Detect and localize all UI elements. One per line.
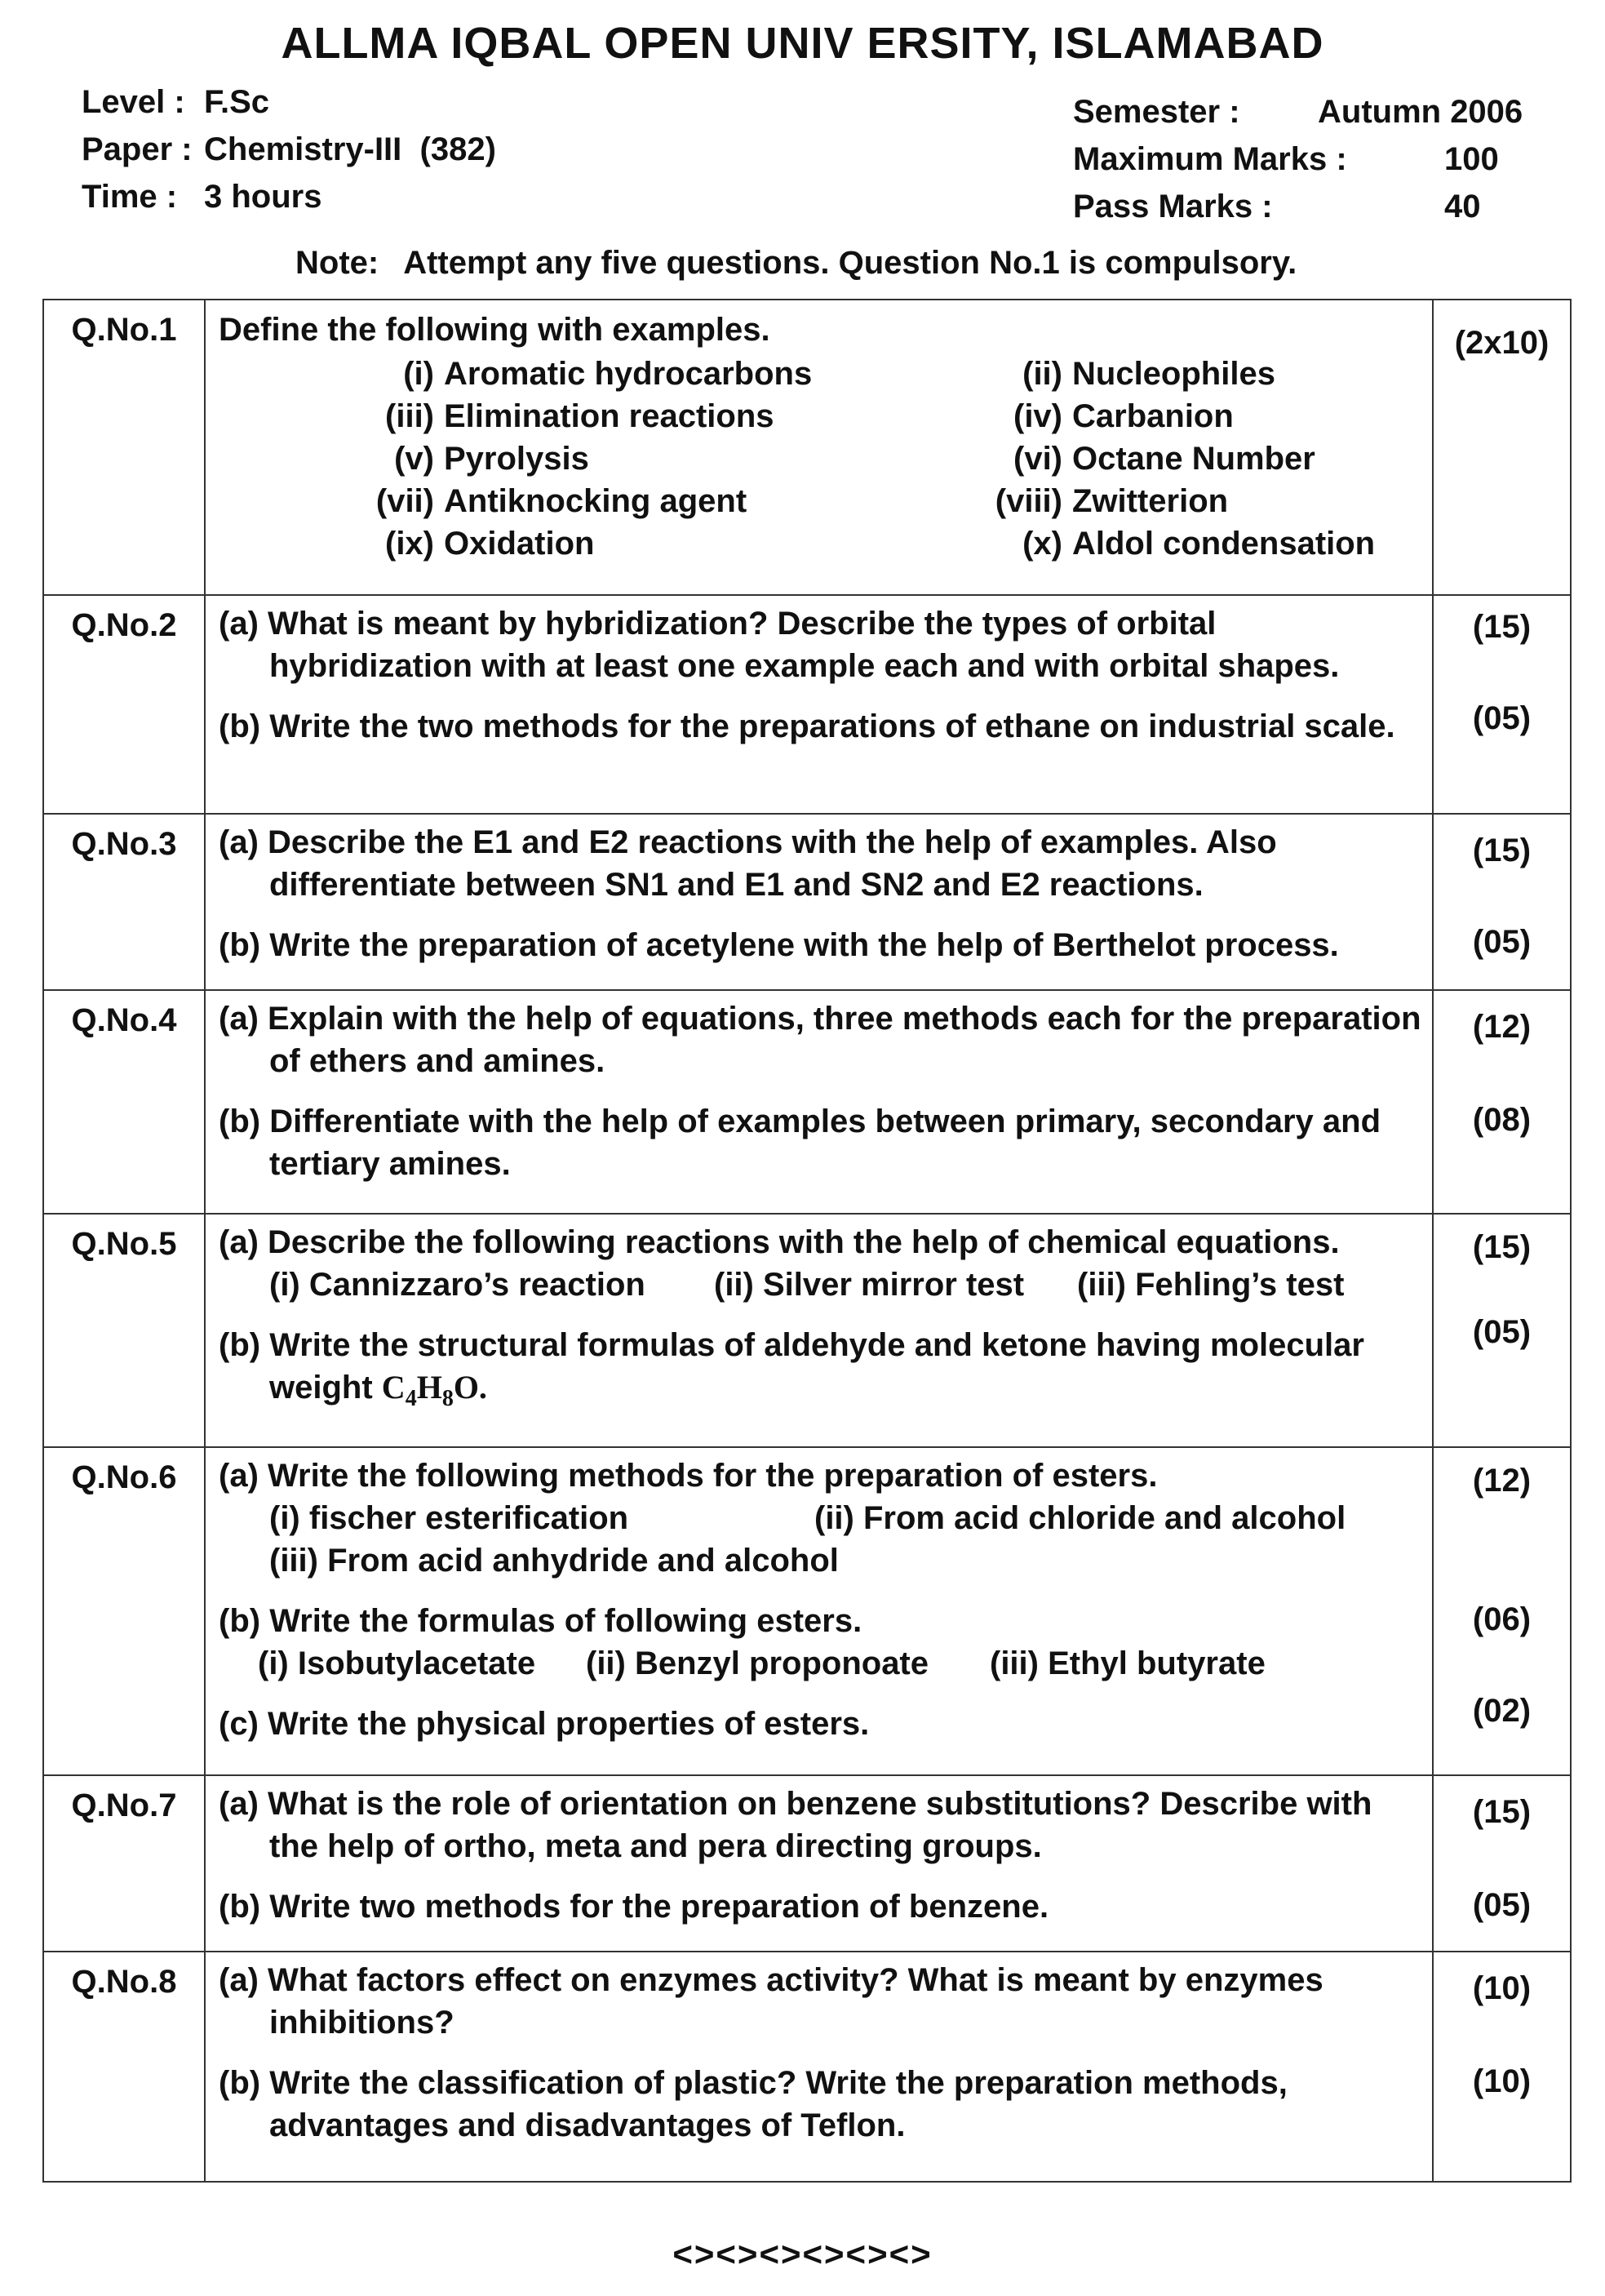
item-number: (x): [1022, 526, 1062, 562]
part-text: (a) What factors effect on enzymes activity? What is meant by enzymes inhibitions?: [219, 1962, 1323, 2041]
question-body: [205, 1447, 1433, 1775]
part-text: (b) Write two methods for the preparation of benzene.: [219, 1889, 1049, 1925]
part-text: (a) Explain with the help of equations, three methods each for the preparation of ethers and amines.: [219, 1001, 1421, 1079]
item-number: (v): [394, 441, 434, 477]
item-number: (ii): [1022, 356, 1062, 392]
sub-items: [219, 1539, 1424, 1582]
definition-item: [349, 395, 978, 437]
marks-cell: [1433, 1214, 1571, 1447]
part-text: (b) Write the formulas of following esters.: [219, 1603, 862, 1639]
question-part: [219, 1094, 1424, 1197]
instructions-note: [295, 245, 1297, 282]
marks-value: (2x10): [1454, 325, 1550, 361]
part-text: (b) Differentiate with the help of examples between primary, secondary and tertiary amines.: [219, 1104, 1381, 1182]
question-body: [205, 990, 1433, 1214]
level-label: Level :: [82, 84, 185, 120]
sub-item: (ii) Benzyl proponoate: [586, 1645, 929, 1681]
part-text: (a) Describe the following reactions with the help of chemical equations.: [219, 1224, 1340, 1260]
question-body: [205, 1214, 1433, 1447]
definition-item: [349, 437, 978, 480]
question-body: [205, 595, 1433, 814]
sub-item: (iii) Ethyl butyrate: [990, 1645, 1266, 1681]
question-row: [43, 814, 1571, 990]
marks-value: (10): [1472, 2063, 1532, 2099]
paper-label: Paper :: [82, 131, 193, 167]
marks-value: (15): [1472, 609, 1532, 645]
question-part: [219, 1952, 1424, 2055]
pass-marks-row: [1073, 183, 1523, 230]
sub-item: (ii) From acid chloride and alcohol: [814, 1500, 1346, 1536]
sub-item: (i) fischer esterification: [269, 1500, 629, 1536]
max-marks-row: [1073, 135, 1523, 183]
item-number: (ix): [385, 526, 434, 562]
item-term: Aldol condensation: [1072, 526, 1376, 562]
sub-item: (ii) Silver mirror test: [714, 1267, 1025, 1303]
part-text: (a) What is the role of orientation on benzene substitutions? Describe with the help of ortho, meta and pera directing groups.: [219, 1786, 1372, 1864]
semester-value: Autumn 2006: [1318, 94, 1523, 130]
definitions-list: [219, 353, 1424, 565]
level-value: F.Sc: [204, 84, 270, 120]
question-body: [205, 1952, 1433, 2182]
item-term: Nucleophiles: [1072, 356, 1275, 392]
note-label: Note:: [295, 245, 379, 281]
level-row: [82, 78, 496, 126]
question-part: [219, 1317, 1424, 1420]
item-term: Antiknocking agent: [444, 483, 747, 519]
sub-item: (i) Isobutylacetate: [258, 1645, 536, 1681]
time-value: 3 hours: [204, 179, 322, 215]
question-part: [219, 699, 1424, 759]
definition-item: [978, 522, 1467, 565]
semester-label: Semester :: [1073, 94, 1240, 130]
paper-value: Chemistry-III (382): [204, 131, 496, 167]
sub-items: [219, 1497, 1424, 1539]
question-part: [219, 1776, 1424, 1879]
part-text: (b) Write the preparation of acetylene with the help of Berthelot process.: [219, 927, 1339, 963]
question-row: [43, 595, 1571, 814]
marks-value: (05): [1472, 700, 1532, 736]
question-part: [219, 596, 1424, 699]
part-text: (a) Describe the E1 and E2 reactions with the help of examples. Also differentiate between SN1 and E1 and SN2 and E2 reactions.: [219, 824, 1277, 903]
molecular-formula: $C_4H_8O$.: [381, 1369, 487, 1411]
paper-info-right: [1073, 88, 1523, 230]
sub-item: (iii) From acid anhydride and alcohol: [269, 1543, 839, 1579]
semester-row: [1073, 88, 1523, 135]
note-text: Attempt any five questions. Question No.1 is compulsory.: [403, 245, 1297, 281]
paper-row: [82, 126, 496, 173]
question-part: [219, 917, 1424, 978]
question-part: [219, 1879, 1424, 1939]
question-number: Q.No.3: [43, 814, 205, 990]
question-number: Q.No.5: [43, 1214, 205, 1447]
item-term: Oxidation: [444, 526, 595, 562]
question-number: Q.No.8: [43, 1952, 205, 2182]
marks-value: (10): [1472, 1970, 1532, 2006]
item-number: (iv): [1013, 398, 1062, 434]
max-marks-label: Maximum Marks :: [1073, 141, 1347, 177]
part-text-main: (b) Write the structural formulas of aldehyde and ketone having molecular weight: [219, 1327, 1364, 1406]
definition-item: [978, 437, 1467, 480]
item-number: (viii): [995, 483, 1062, 519]
marks-value: (08): [1472, 1102, 1532, 1138]
item-number: (vi): [1013, 441, 1062, 477]
part-text: (b) Write the classification of plastic? Write the preparation methods, advantages and disadvantages of Teflon.: [219, 2065, 1288, 2143]
question-number: Q.No.7: [43, 1775, 205, 1952]
definition-item: [349, 522, 978, 565]
item-term: Aromatic hydrocarbons: [444, 356, 813, 392]
time-row: [82, 173, 496, 220]
time-label: Time :: [82, 179, 178, 215]
part-text: [219, 1324, 1424, 1409]
item-term: Zwitterion: [1072, 483, 1229, 519]
question-intro: Define the following with examples.: [219, 312, 770, 348]
question-number: Q.No.1: [43, 300, 205, 595]
marks-value: (12): [1472, 1463, 1532, 1499]
university-title: ALLMA IQBAL OPEN UNIV ERSITY, ISLAMABAD: [281, 19, 1324, 68]
item-number: (i): [403, 356, 434, 392]
marks-value: (05): [1472, 1887, 1532, 1923]
question-row: [43, 1447, 1571, 1775]
question-part: [219, 1448, 1424, 1593]
definition-item: [978, 395, 1467, 437]
question-row: [43, 1952, 1571, 2182]
end-marker: <><><><><><>: [672, 2235, 933, 2273]
question-part: [219, 1215, 1424, 1317]
marks-cell: [1433, 1447, 1571, 1775]
question-part: [219, 2055, 1424, 2158]
question-part: [219, 815, 1424, 917]
marks-value: (15): [1472, 1794, 1532, 1830]
item-term: Carbanion: [1072, 398, 1234, 434]
sub-items: [219, 1642, 1424, 1685]
pass-marks-value: 40: [1444, 189, 1481, 224]
question-part: [219, 1696, 1424, 1756]
item-term: Octane Number: [1072, 441, 1315, 477]
marks-cell: [1433, 1952, 1571, 2182]
definition-item: [349, 353, 978, 395]
sub-items: [219, 1263, 1424, 1306]
sub-item: (i) Cannizzaro’s reaction: [269, 1267, 645, 1303]
pass-marks-label: Pass Marks :: [1073, 189, 1273, 224]
marks-value: (15): [1472, 833, 1532, 868]
question-row: [43, 300, 1571, 595]
item-number: (vii): [375, 483, 434, 519]
definition-item: [978, 353, 1467, 395]
item-term: Elimination reactions: [444, 398, 774, 434]
question-number: Q.No.4: [43, 990, 205, 1214]
question-row: [43, 1214, 1571, 1447]
question-row: [43, 990, 1571, 1214]
marks-value: (06): [1472, 1601, 1532, 1637]
item-term: Pyrolysis: [444, 441, 589, 477]
part-text: (a) What is meant by hybridization? Describe the types of orbital hybridization with at least one example each and with orbital shapes.: [219, 606, 1340, 684]
question-number: Q.No.6: [43, 1447, 205, 1775]
question-row: [43, 1775, 1571, 1952]
marks-value: (12): [1472, 1009, 1532, 1045]
question-body: [205, 300, 1433, 595]
marks-value: (02): [1472, 1693, 1532, 1729]
part-text: (c) Write the physical properties of esters.: [219, 1706, 870, 1742]
sub-item: (iii) Fehling’s test: [1077, 1267, 1345, 1303]
question-number: Q.No.2: [43, 595, 205, 814]
marks-value: (05): [1472, 1314, 1532, 1350]
question-body: [205, 814, 1433, 990]
part-text: (b) Write the two methods for the preparations of ethane on industrial scale.: [219, 708, 1395, 744]
marks-cell: [1433, 814, 1571, 990]
marks-cell: [1433, 595, 1571, 814]
part-text: (a) Write the following methods for the preparation of esters.: [219, 1458, 1158, 1494]
paper-info-left: [82, 78, 496, 220]
question-part: [219, 991, 1424, 1094]
marks-value: (05): [1472, 924, 1532, 960]
marks-value: (15): [1472, 1229, 1532, 1265]
question-part: [219, 1593, 1424, 1696]
definition-item: [349, 480, 978, 522]
max-marks-value: 100: [1444, 141, 1499, 177]
item-number: (iii): [385, 398, 434, 434]
marks-cell: [1433, 1775, 1571, 1952]
question-body: [205, 1775, 1433, 1952]
marks-cell: [1433, 990, 1571, 1214]
definition-item: [978, 480, 1467, 522]
questions-table: [42, 299, 1572, 2183]
